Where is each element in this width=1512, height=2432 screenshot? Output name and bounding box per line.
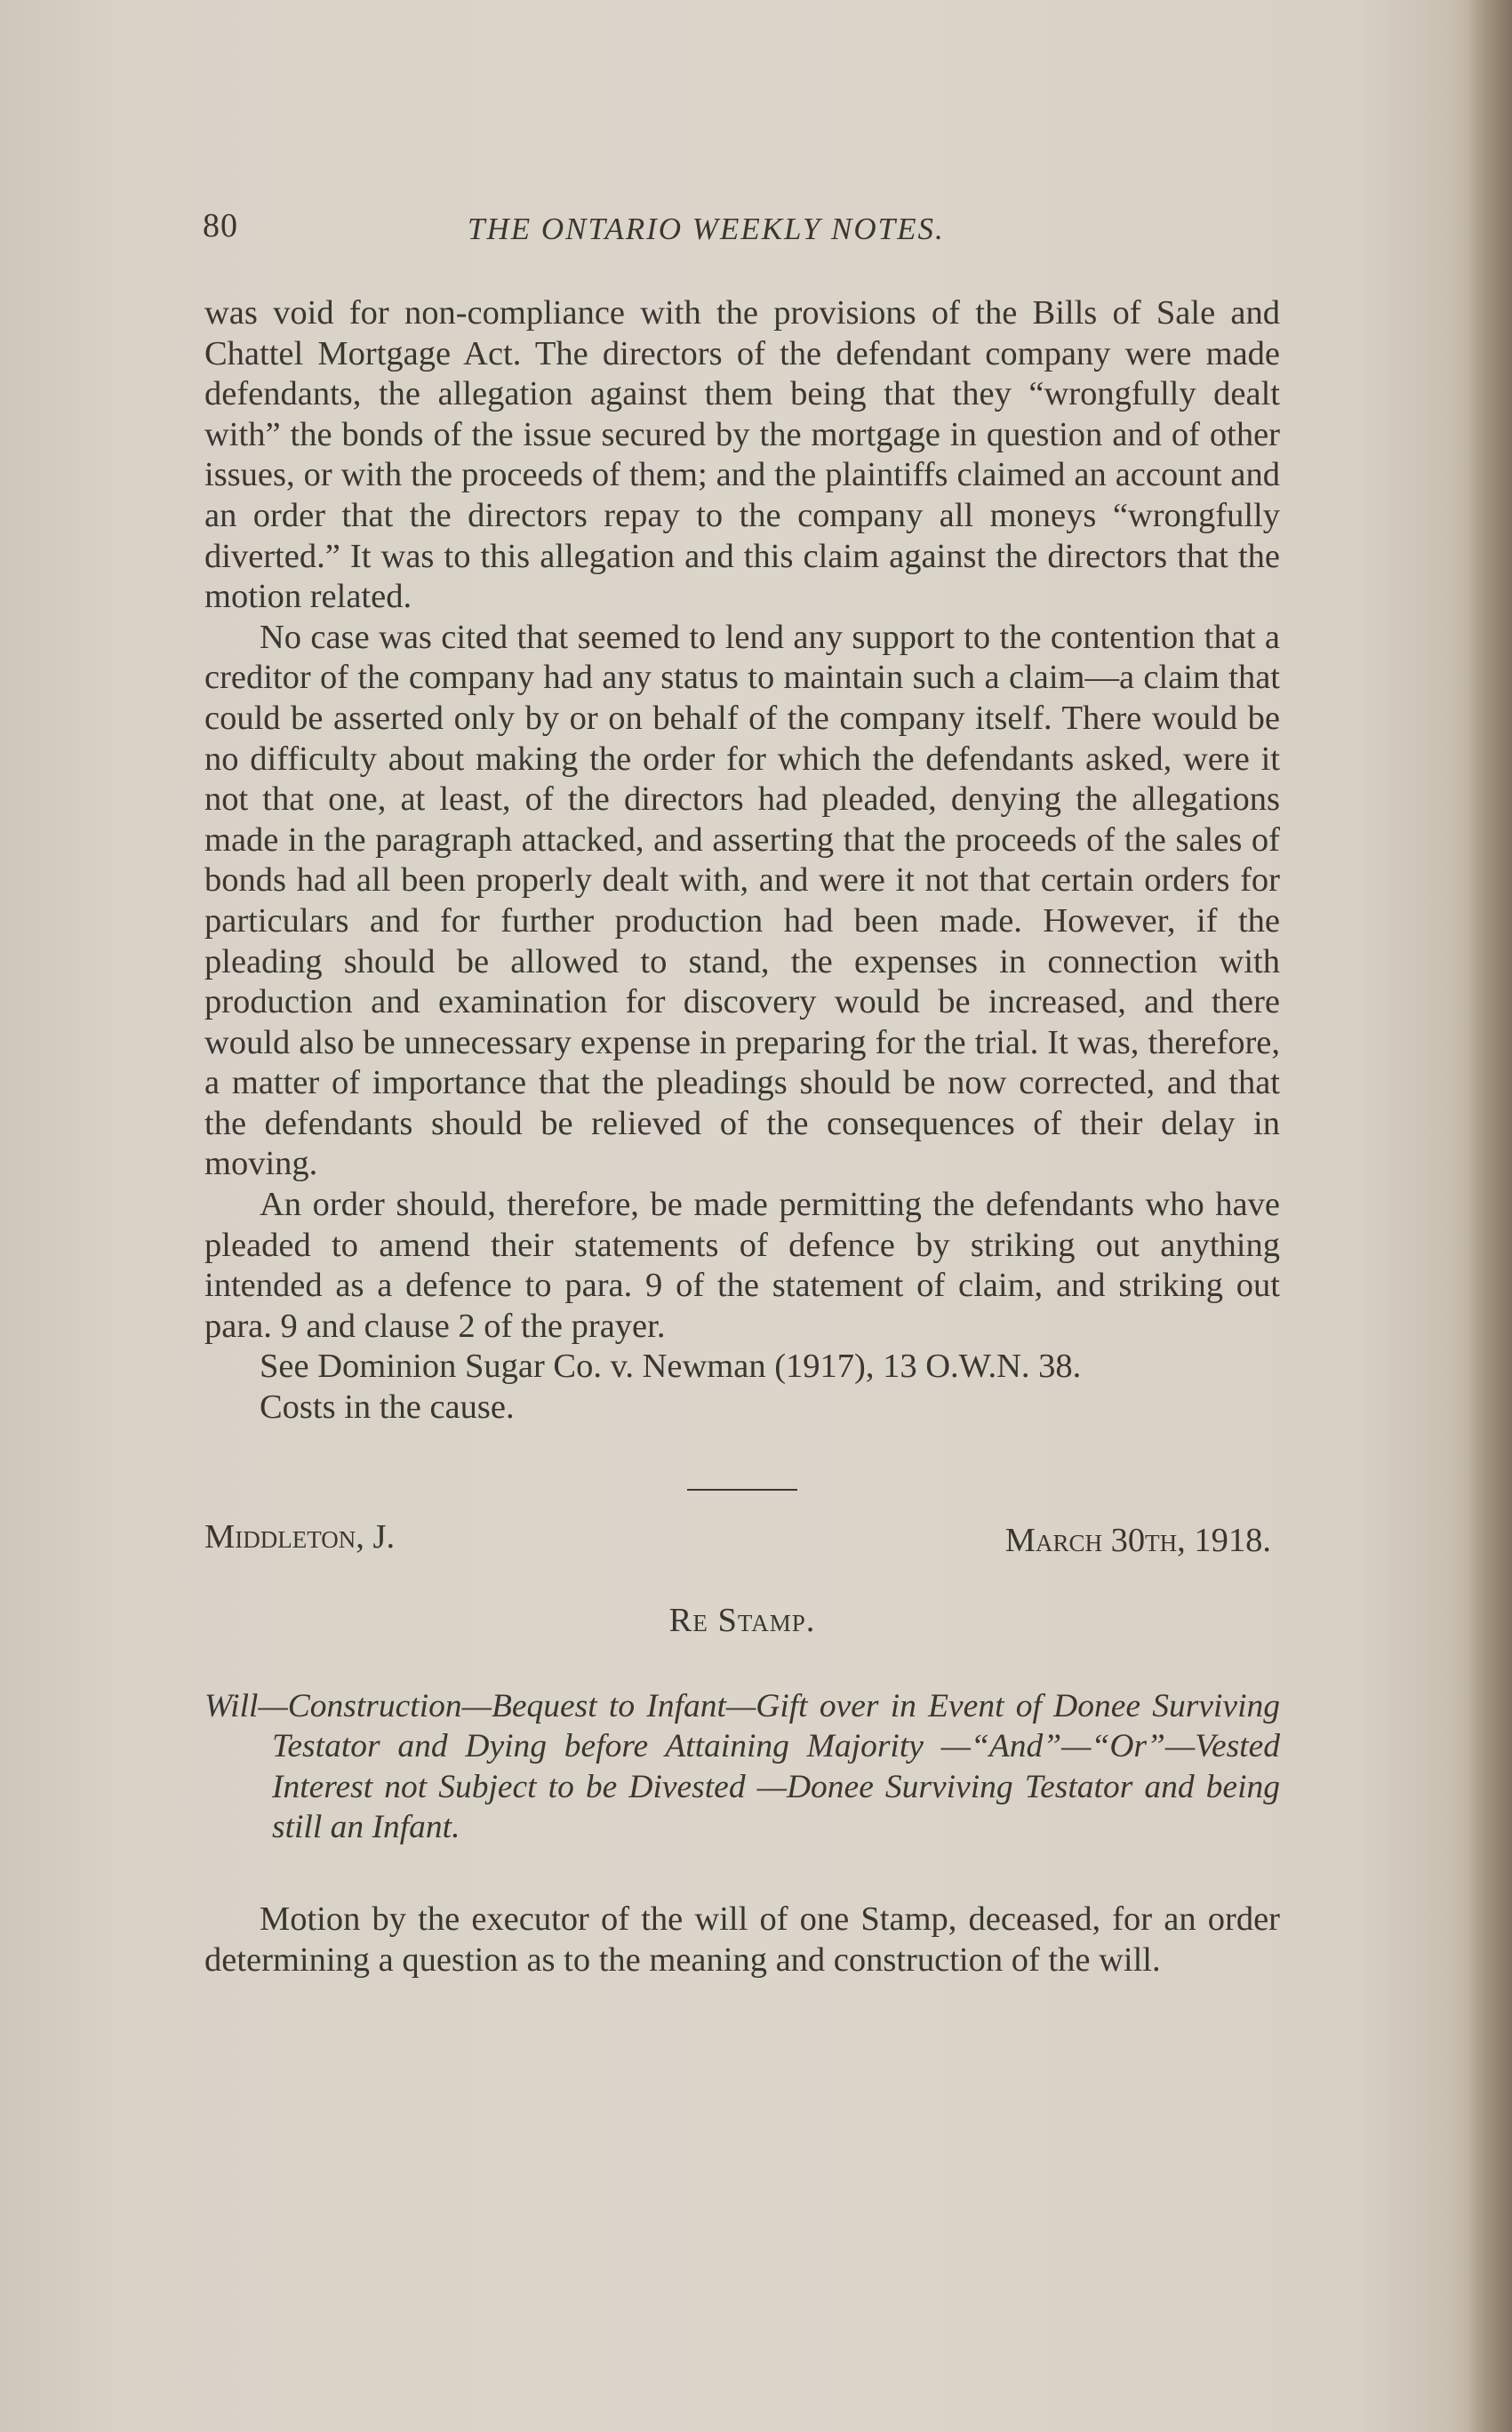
paragraph-continued: was void for non-compliance with the provisions of the Bills of Sale and Chattel Mortgage Act. The directors of the defendant company were made defendants, the allegation against them being that they “wrongfully dealt with” the bonds of the issue secured by the mortgage in question and of other issues, or with the proceeds of them; and the plaintiffs claimed an account and an order that the directors repay to the company all moneys “wrongfully diverted.” It was to this allegation and this claim against the directors that the motion related. xyxy=(204,294,1280,616)
paragraph-costs: Costs in the cause. xyxy=(260,1388,515,1427)
section-divider xyxy=(687,1489,797,1491)
page-body xyxy=(204,293,1280,1980)
paragraph-citation: See Dominion Sugar Co. v. Newman (1917), 13 O.W.N. 38. xyxy=(260,1348,1082,1386)
case-title: Re Stamp. xyxy=(668,1601,816,1639)
page-header xyxy=(203,206,1278,260)
page-number: 80 xyxy=(203,207,238,244)
case-dateline xyxy=(204,1517,1280,1562)
judge-name: Middleton, J. xyxy=(204,1517,396,1556)
paragraph-no-case-cited: No case was cited that seemed to lend any support to the contention that a creditor of the company had any status to maintain such a claim—a claim that could be asserted only by or on behalf of the company itself. There would be no difficulty about making the order for which the defendants asked, were it not that one, at least, of the directors had pleaded, denying the allegations made in the paragraph attacked, and asserting that the proceeds of the sales of bonds had all been properly dealt with, and were it not that certain orders for particulars and for further production had been made. However, if the pleading should be allowed to stand, the expenses in connection with production and examination for discovery would be increased, and there would also be unnecessary expense in preparing for the trial. It was, therefore, a matter of importance that the pleadings should be now corrected, and that the defendants should be relieved of the consequences of their delay in moving. xyxy=(204,618,1280,1183)
page-spine-shadow xyxy=(1468,0,1512,2432)
paragraph-order: An order should, therefore, be made permitting the defendants who have pleaded to amend their statements of defence by striking out anything intended as a defence to para. 9 of the statement of claim, and striking out para. 9 and clause 2 of the prayer. xyxy=(204,1186,1280,1345)
case-headnote: Will—Construction—Bequest to Infant—Gift over in Event of Donee Surviving Testator and Dying before Attaining Majority —“And”—“Or”—Vested Interest not Subject to be Divested —Donee Surviving Testator and being still an Infant. xyxy=(204,1687,1280,1846)
running-head: THE ONTARIO WEEKLY NOTES. xyxy=(468,212,945,246)
decision-date: March 30th, 1918. xyxy=(1004,1521,1271,1559)
paragraph-motion: Motion by the executor of the will of one Stamp, deceased, for an order determining a question as to the meaning and construction of the will. xyxy=(204,1900,1280,1979)
